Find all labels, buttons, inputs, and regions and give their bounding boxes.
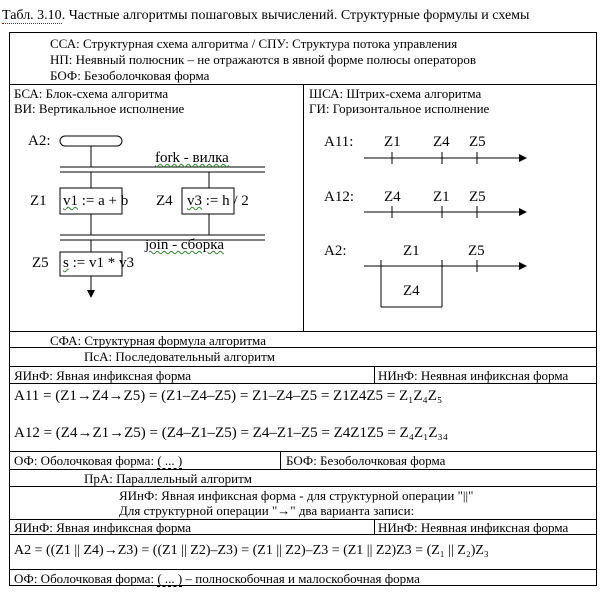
header-bof: БОФ: Безоболочковая форма [50,68,210,83]
z5-label: Z5 [32,255,49,271]
header-ssa: ССА: Структурная схема алгоритма / СПУ: Структура потока управления [50,36,458,51]
pra-heading: ПрА: Параллельный алгоритм [84,471,252,486]
left-head-bsa: БСА: Блок-схема алгоритма [14,86,169,101]
implicit-form-label-2: НИнФ: Неявная инфиксная форма [378,520,569,535]
stroke-a2-label: А2: [324,243,347,259]
left-head-vi: ВИ: Вертикальное исполнение [14,101,185,116]
formula-a12: А12 = (Z4→Z1→Z5) = (Z4–Z1–Z5) = Z4–Z1–Z5 = Z4Z1Z5 = Z₄Z₁Z₃₄ [14,425,448,441]
r1-z4: Z4 [433,134,450,150]
fork-label: fork - вилка [155,150,229,166]
stroke-a12-label: А12: [324,189,354,205]
r1-z1: Z1 [384,134,401,150]
z4-label: Z4 [156,193,173,209]
formula-a11: А11 = (Z1→Z4→Z5) = (Z1–Z4–Z5) = Z1–Z4–Z5 = Z1Z4Z5 = Z₁Z₄Z₅ [14,388,443,404]
r2-z4: Z4 [384,189,401,205]
explicit-form-label: ЯИнФ: Явная инфиксная форма [14,368,192,383]
stroke-a11-label: А11: [324,134,354,150]
right-head-shsa: ШСА: Штрих-схема алгоритма [309,86,482,101]
algorithm-table [9,32,597,586]
r2-z1: Z1 [433,189,450,205]
shell-form-label: ОФ: Оболочковая форма: ( ... ) [14,453,183,468]
formula-a2: А2 = ((Z1 || Z4)→Z3) = ((Z1 || Z2)–Z3) = (Z1 || Z2)–Z3 = (Z1 || Z2)Z3 = (Z₁ || Z₂)Z₃ [14,543,489,558]
right-head-gi: ГИ: Горизонтальное исполнение [309,101,490,116]
r3-z5: Z5 [468,243,485,259]
shell-form-label-2: ОФ: Оболочковая форма: ( ... ) – полноскобочная и малоскобочная форма [14,571,420,586]
explicit-form-label-2: ЯИнФ: Явная инфиксная форма [14,520,192,535]
header-np: НП: Неявный полюсник – не отражаются в явной форме полюсы операторов [50,52,477,67]
r3-z1: Z1 [403,243,420,259]
shell-free-label: БОФ: Безоболочковая форма [286,453,446,468]
flow-a2-label: А2: [28,133,51,149]
table-caption [2,8,529,24]
op-z1: v1 := a + b [63,193,129,209]
sfa-heading: СФА: Структурная формула алгоритма [50,333,266,348]
pra-note-1: ЯИнФ: Явная инфиксная форма - для структурной операции "||" [119,488,474,503]
z1-label: Z1 [30,193,47,209]
table-title: . Частные алгоритмы пошаговых вычислений. Структурные формулы и схемы [61,8,530,23]
psa-heading: ПсА: Последовательный алгоритм [84,349,276,364]
table-number: Табл. 3.10 [2,8,62,23]
op-z5: s := v1 * v3 [63,255,134,271]
op-z4: v3 := h / 2 [187,193,249,209]
r1-z5: Z5 [469,134,486,150]
r2-z5: Z5 [469,189,486,205]
implicit-form-label: НИнФ: Неявная инфиксная форма [378,368,569,383]
join-label: join - сборка [145,237,225,253]
pra-note-2: Для структурной операции "→" два варианта записи: [119,503,415,518]
r3-z4: Z4 [403,283,420,299]
